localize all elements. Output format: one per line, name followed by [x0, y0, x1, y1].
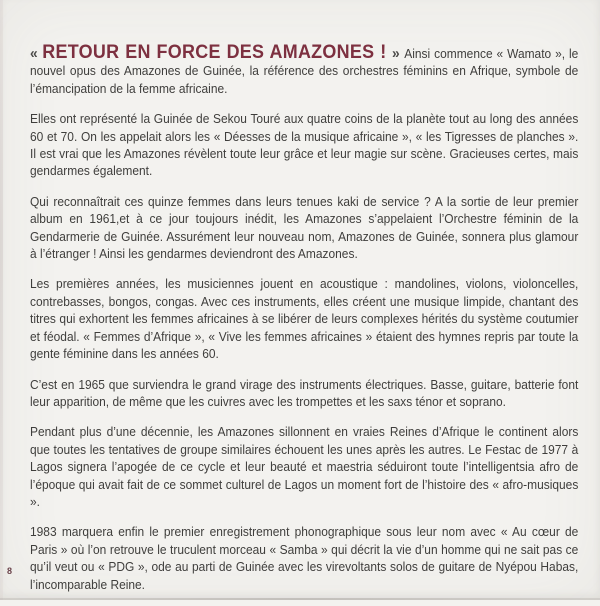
liner-notes-text-block: [30, 41, 579, 606]
title-open-guillemet: «: [30, 45, 38, 62]
paragraph-gendarmerie-origin: Qui reconnaîtrait ces quinze femmes dans leurs tenues kaki de service ? A la sortie de leur premier album en 1961,et à ce jour toujours inédit, les Amazones s’appelaient l’Orchestre féminin de la Gendarmerie de Guinée. Assurément leur nouveau nom, Amazones de Guinée, sonnera plus glamour à l’étranger ! Ainsi les gendarmes deviendront des Amazones.: [30, 193, 579, 262]
intro-text: Ainsi commence « Wamato », le nouvel opus des Amazones de Guinée, la référence des orchestres féminins en Afrique, symbole de l’émancipation de la femme africaine.: [30, 46, 579, 96]
scan-left-edge: [0, 0, 3, 600]
paragraph-acoustic-years: Les premières années, les musiciennes jouent en acoustique : mandolines, violons, violoncelles, contrebasses, bongos, congas. Avec ces instruments, elles créent une musique limpide, chantant des titres qui exhortent les femmes africaines à se libérer de leurs complexes hérités du système coutumier et féodal. « Femmes d’Afrique », « Vive les femmes africaines » étaient des hymnes repris par toute la gente féminine dans les années 60.: [30, 276, 579, 362]
paragraph-festac-1977: Pendant plus d’une décennie, les Amazones sillonnent en vraies Reines d’Afrique le continent alors que toutes les tentatives de groupe similaires échouent les unes après les autres. Le Festac de 1977 à Lagos signera l’apogée de ce cycle et leur beauté et maestria séduiront toute l’intelligentsia afro de l’époque qui avait fait de ce sommet culturel de Lagos un moment fort de l’histoire des « afro-musiques ».: [30, 424, 579, 509]
paragraph-electric-turn-1965: C’est en 1965 que surviendra le grand virage des instruments électriques. Basse, guitare, batterie font leur apparition, de même que les cuivres avec les trompettes et les saxs ténor et soprano.: [30, 376, 579, 409]
title-close-guillemet: »: [391, 45, 400, 62]
intro-paragraph: [30, 41, 579, 97]
paragraph-history-60s-70s: Elles ont représenté la Guinée de Sekou Touré aux quatre coins de la planète tout au long des années 60 et 70. On les appelait alors les « Déesses de la musique africaine », « les Tigresses de planches ». Il est vrai que les Amazones révèlent toute leur grâce et leur magie sur scène. Gracieuses certes, mais gendarmes également.: [30, 111, 579, 179]
paragraph-first-record-1983: 1983 marquera enfin le premier enregistrement phonographique sous leur nom avec « Au cœur de Paris » où l’on retrouve le truculent morceau « Samba » qui décrit la vie d’un homme qui ne sait pas ce qu’il veut ou « PDG », ode au parti de Guinée avec les virevoltants solos de guitare de Nyépou Habas, l’incomparable Reine.: [30, 524, 579, 592]
album-title-heading: RETOUR EN FORCE DES AMAZONES !: [42, 41, 387, 63]
page-number: 8: [7, 566, 13, 576]
